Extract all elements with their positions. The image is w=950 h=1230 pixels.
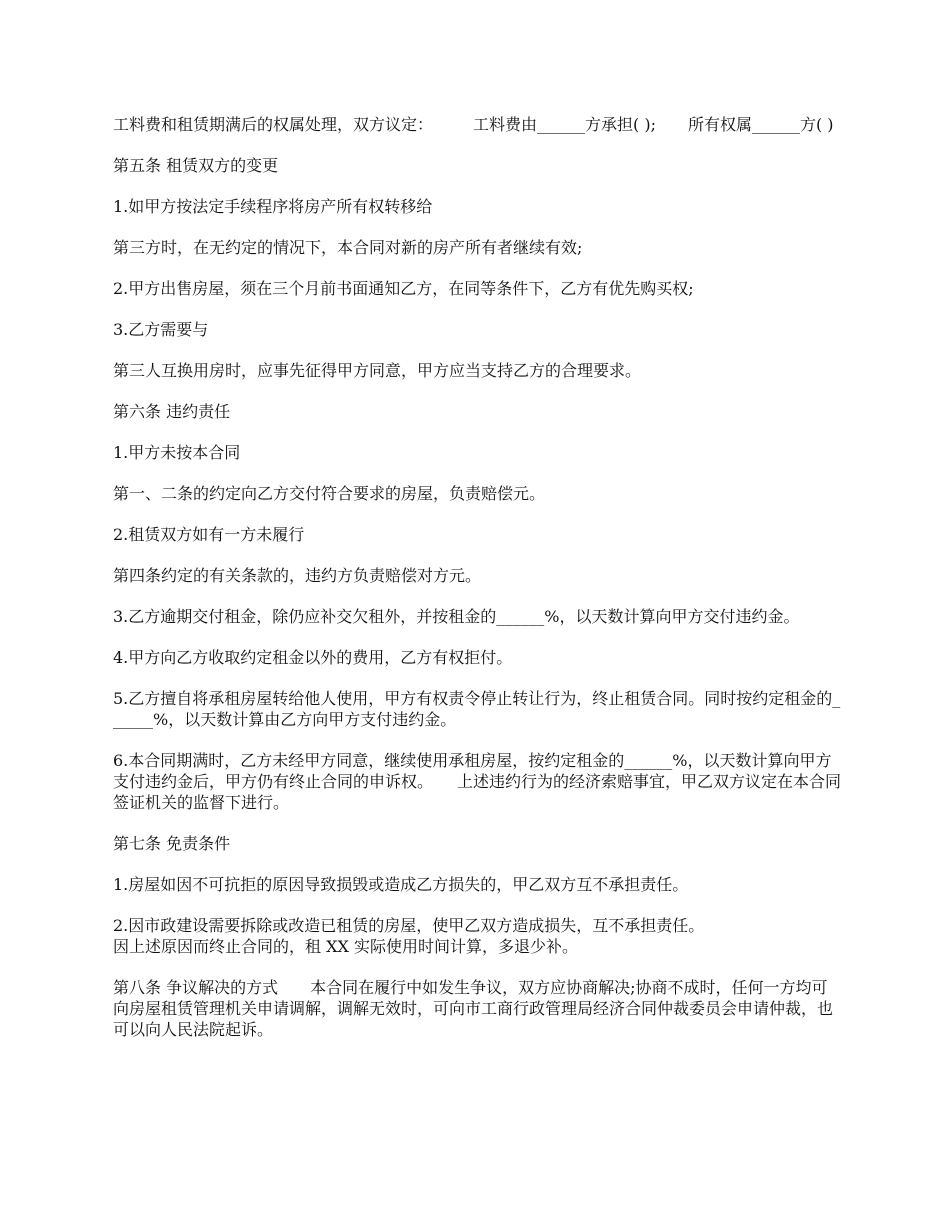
heading-article-6: 第六条 违约责任: [113, 402, 231, 421]
paragraph-6-1: 1.甲方未按本合同: [113, 443, 241, 462]
paragraph-6-5: 5.乙方擅自将承租房屋转给他人使用，甲方有权责令停止转让行为，终止租赁合同。同时按约定租金的______%，以天数计算由乙方向甲方支付违约金。: [113, 689, 841, 729]
paragraph-5-3: 3.乙方需要与: [113, 320, 209, 339]
paragraph-5-1: 1.如甲方按法定手续程序将房产所有权转移给: [113, 197, 433, 216]
paragraph-6-2: 2.租赁双方如有一方未履行: [113, 525, 305, 544]
heading-article-7: 第七条 免责条件: [113, 834, 231, 853]
paragraph-6-3: 3.乙方逾期交付租金，除仍应补交欠租外，并按租金的______%，以天数计算向甲方交付违约金。: [113, 607, 800, 626]
paragraph-5-3-cont: 第三人互换用房时，应事先征得甲方同意，甲方应当支持乙方的合理要求。: [113, 361, 642, 380]
paragraph-ownership-terms: 工料费和租赁期满后的权属处理，双方议定： 工料费由______方承担( ); 所有权属______方( ): [113, 115, 834, 134]
paragraph-6-2-cont: 第四条约定的有关条款的，违约方负责赔偿对方元。: [113, 566, 482, 585]
paragraph-5-2: 2.甲方出售房屋，须在三个月前书面通知乙方，在同等条件下，乙方有优先购买权;: [113, 279, 694, 298]
paragraph-article-8: 第八条 争议解决的方式 本合同在履行中如发生争议，双方应协商解决;协商不成时，任何一方均可向房屋租赁管理机关申请调解，调解无效时，可向市工商行政管理局经济合同仲裁委员会申请仲裁，也可以向人民法院起诉。: [113, 978, 834, 1039]
document-body: [113, 114, 843, 1060]
paragraph-7-1: 1.房屋如因不可抗拒的原因导致损毁或造成乙方损失的，甲乙双方互不承担责任。: [113, 875, 689, 894]
paragraph-6-6: 6.本合同期满时，乙方未经甲方同意，继续使用承租房屋，按约定租金的______%，以天数计算向甲方支付违约金后，甲方仍有终止合同的申诉权。 上述违约行为的经济索赔事宜，甲乙双方议定在本合同签证机关的监督下进行。: [113, 751, 842, 812]
paragraph-6-1-cont: 第一、二条的约定向乙方交付符合要求的房屋，负责赔偿元。: [113, 484, 546, 503]
heading-article-5: 第五条 租赁双方的变更: [113, 156, 279, 175]
paragraph-5-1-cont: 第三方时，在无约定的情况下，本合同对新的房产所有者继续有效;: [113, 238, 583, 257]
paragraph-6-4: 4.甲方向乙方收取约定租金以外的费用，乙方有权拒付。: [113, 648, 513, 667]
paragraph-7-2: 2.因市政建设需要拆除或改造已租赁的房屋，使甲乙双方造成损失，互不承担责任。 因上述原因而终止合同的，租 XX 实际使用时间计算，多退少补。: [113, 916, 705, 956]
